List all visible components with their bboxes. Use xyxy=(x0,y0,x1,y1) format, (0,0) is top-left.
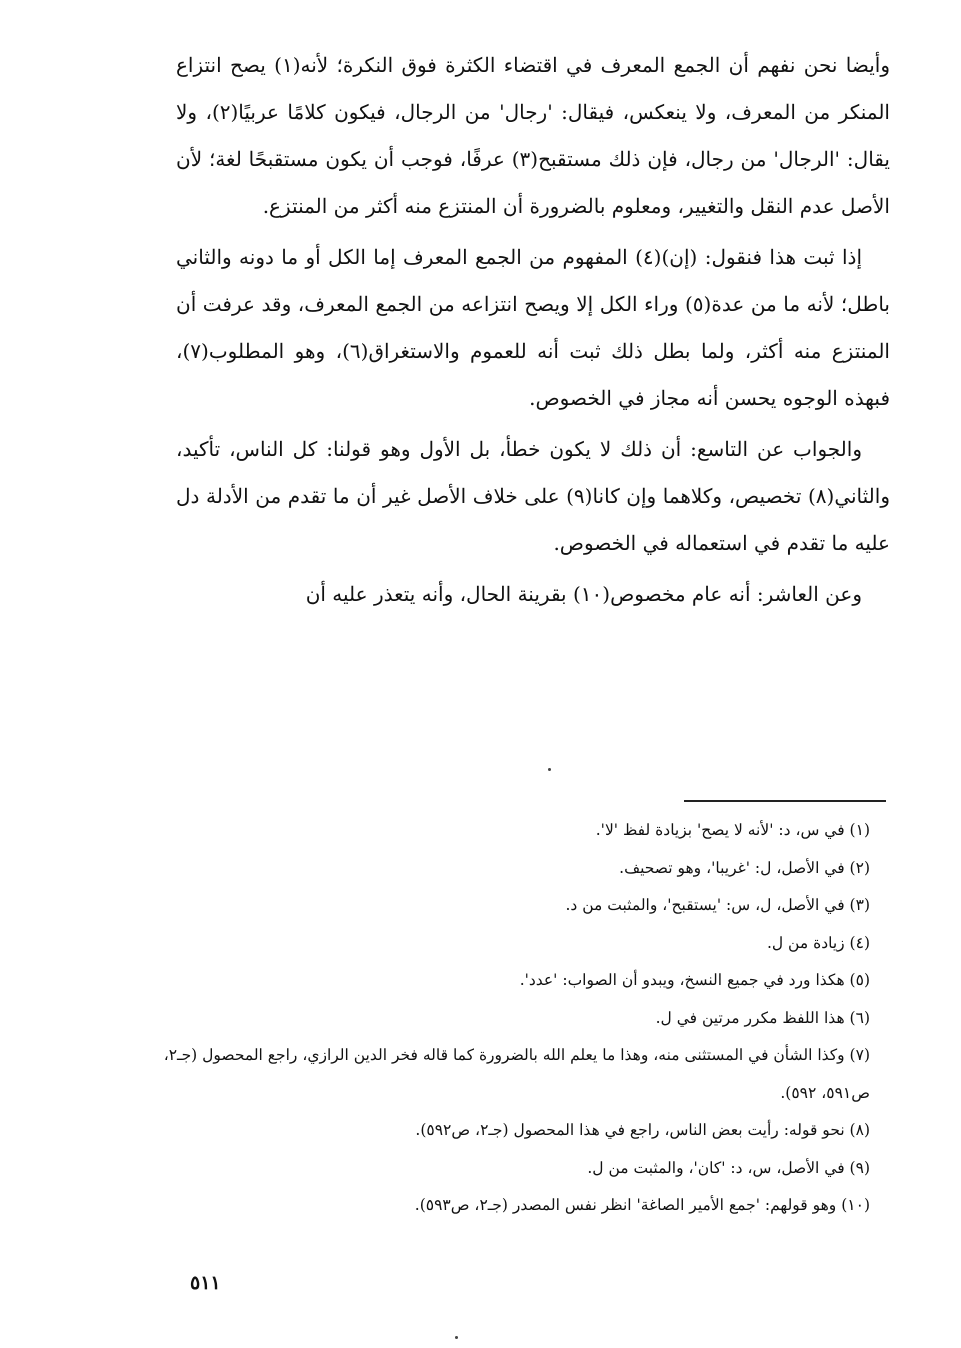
scan-speck xyxy=(548,768,551,771)
footnotes xyxy=(160,812,890,1225)
footnote-10: (١٠) وهو قولهم: 'جمع الأمير الصاغة' انظر نفس المصدر (جـ٢، ص٥٩٣). xyxy=(414,1196,870,1214)
page-number: ٥١١ xyxy=(190,1272,221,1294)
footnote-7: (٧) وكذا الشأن في المستثنى منه، وهذا ما يعلم الله بالضرورة كما قاله فخر الدين الرازي، راجع المحصول (جـ٢، ص٥٩١، ٥٩٢). xyxy=(163,1046,870,1102)
footnote-8: (٨) نحو قوله: رأيت بعض الناس، راجع في هذا المحصول (جـ٢، ص٥٩٢). xyxy=(415,1121,870,1139)
footnote-1: (١) في س، د: 'لأنه لا يصح' بزيادة لفظ 'لا'. xyxy=(595,821,870,839)
paragraph-4: وعن العاشر: أنه عام مخصوص(١٠) بقرينة الحال، وأنه يتعذر عليه أن xyxy=(305,582,862,606)
footnote-6: (٦) هذا اللفظ مكرر مرتين في ل. xyxy=(655,1008,870,1027)
paragraph-3: والجواب عن التاسع: أن ذلك لا يكون خطأ، بل الأول وهو قولنا: كل الناس، تأكيد، والثاني(٨) تخصيص، وكلاهما وإن كانا(٩) على خلاف الأصل غير أن ما تقدم من الأدلة دل عليه ما تقدم في استعماله في الخصوص. xyxy=(176,437,890,555)
footnote-2: (٢) في الأصل، ل: 'غريبا'، وهو تصحيف. xyxy=(619,858,870,877)
main-text xyxy=(176,42,890,622)
paragraph-2: إذا ثبت هذا فنقول: (إن)(٤) المفهوم من الجمع المعرف إما الكل أو ما دونه والثاني باطل؛ لأنه ما من عدة(٥) وراء الكل إلا ويصح انتزاعه من الجمع المعرف، وقد عرفت أن المنتزع منه أكثر، ولما بطل ذلك ثبت أنه للعموم والاستغراق(٦)، وهو المطلوب(٧)، فبهذه الوجوه يحسن أنه مجاز في الخصوص. xyxy=(176,245,890,410)
footnote-5: (٥) هكذا ورد في جميع النسخ، ويبدو أن الصواب: 'عدد'. xyxy=(519,971,870,989)
footnote-4: (٤) زيادة من ل. xyxy=(766,933,870,952)
footnote-3: (٣) في الأصل، ل، س: 'يستقبح'، والمثبت من د. xyxy=(565,896,870,914)
paragraph-1: وأيضا نحن نفهم أن الجمع المعرف في اقتضاء الكثرة فوق النكرة؛ لأنه(١) يصح انتزاع المنكر من المعرف، ولا ينعكس، فيقال: 'رجال' من الرجال، فيكون كلامًا عربيًا(٢)، ولا يقال: 'الرجال' من رجال، فإن ذلك مستقبح(٣) عرفًا، فوجب أن يكون مستقبحًا لغة؛ لأن الأصل عدم النقل والتغيير، ومعلوم بالضرورة أن المنتزع منه أكثر من المنتزع. xyxy=(176,53,890,218)
footnote-9: (٩) في الأصل، س، د: 'كان'، والمثبت من ل. xyxy=(587,1158,870,1177)
footnote-separator xyxy=(684,800,886,802)
scan-speck xyxy=(455,1336,458,1339)
